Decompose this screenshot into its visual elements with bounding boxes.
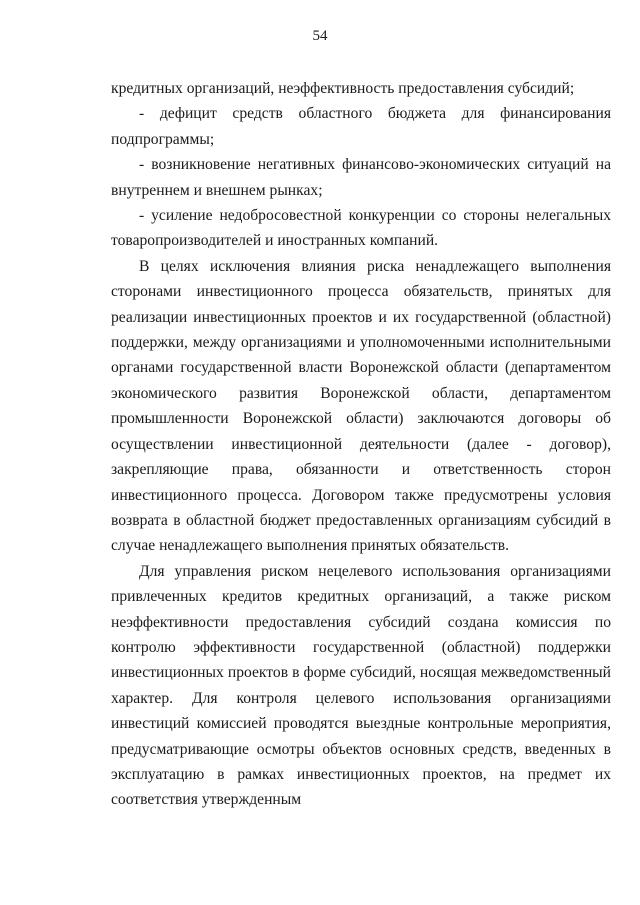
paragraph-continuation: кредитных организаций, неэффективность предоставления субсидий; bbox=[111, 80, 575, 97]
list-item-budget-deficit: - дефицит средств областного бюджета для финансирования подпрограммы; bbox=[111, 105, 611, 148]
page-number: 54 bbox=[312, 28, 328, 44]
paragraph-risk-management: Для управления риском нецелевого использования организациями привлеченных кредитов кредитных организаций, а также риском неэффективности предоставления субсидий создана комиссия по контролю эффективности государственной (областной) поддержки инвестиционных проектов в форме субсидий, носящая межведомственный характер. Для контроля целевого использования организациями инвестиций комиссией проводятся выездные контрольные мероприятия, предусматривающие осмотры объектов основных средств, введенных в эксплуатацию в рамках инвестиционных проектов, на предмет их соответствия утвержденным bbox=[111, 562, 611, 809]
list-item-negative-situations: - возникновение негативных финансово-экономических ситуаций на внутреннем и внешнем рынках; bbox=[111, 156, 611, 199]
paragraph-risk-exclusion: В целях исключения влияния риска ненадлежащего выполнения сторонами инвестиционного процесса обязательств, принятых для реализации инвестиционных проектов и их государственной (областной) поддержки, между организациями и уполномоченными исполнительными органами государственной власти Воронежской области (департаментом экономического развития Воронежской области, департаментом промышленности Воронежской области) заключаются договоры об осуществлении инвестиционной деятельности (далее - договор), закрепляющие права, обязанности и ответственность сторон инвестиционного процесса. Договором также предусмотрены условия возврата в областной бюджет предоставленных организациям субсидий в случае ненадлежащего выполнения принятых обязательств. bbox=[111, 257, 611, 555]
list-item-unfair-competition: - усиление недобросовестной конкуренции со стороны нелегальных товаропроизводителей и иностранных компаний. bbox=[111, 207, 611, 250]
document-body bbox=[111, 76, 611, 813]
